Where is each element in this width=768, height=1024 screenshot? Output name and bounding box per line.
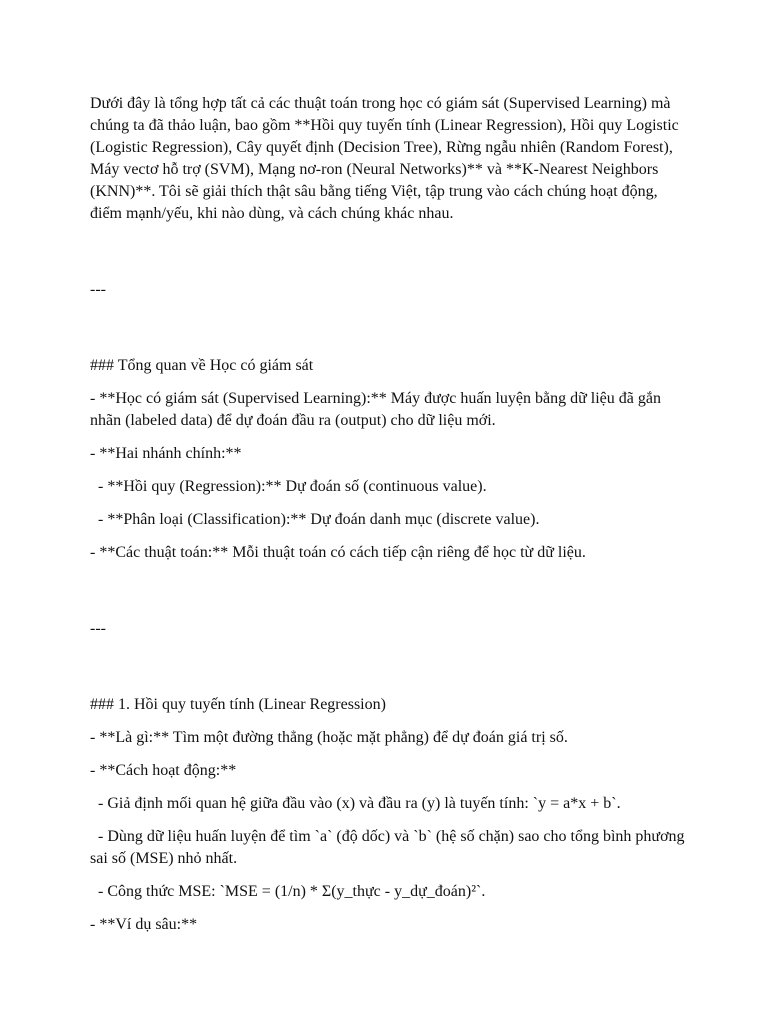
linear-regression-item: - **Là gì:** Tìm một đường thẳng (hoặc mặt phẳng) để dự đoán giá trị số. xyxy=(90,729,568,746)
separator-line: --- xyxy=(90,281,106,298)
section-heading-overview: ### Tổng quan về Học có giám sát xyxy=(90,357,314,374)
overview-item: - **Hồi quy (Regression):** Dự đoán số (continuous value). xyxy=(90,478,487,495)
intro-paragraph: Dưới đây là tổng hợp tất cả các thuật toán trong học có giám sát (Supervised Learning) mà chúng ta đã thảo luận, bao gồm **Hồi quy tuyến tính (Linear Regression), Hồi quy Logistic (Logistic Regression), Cây quyết định (Decision Tree), Rừng ngẫu nhiên (Random Forest), Máy vectơ hỗ trợ (SVM), Mạng nơ-ron (Neural Networks)** và **K-Nearest Neighbors (KNN)**. Tôi sẽ giải thích thật sâu bằng tiếng Việt, tập trung vào cách chúng hoạt động, điểm mạnh/yếu, khi nào dùng, và cách chúng khác nhau. xyxy=(90,95,683,222)
linear-regression-item: - Công thức MSE: `MSE = (1/n) * Σ(y_thực - y_dự_đoán)²`. xyxy=(90,883,486,900)
overview-item: - **Các thuật toán:** Mỗi thuật toán có cách tiếp cận riêng để học từ dữ liệu. xyxy=(90,544,586,561)
separator-line: --- xyxy=(90,620,106,637)
linear-regression-item: - **Cách hoạt động:** xyxy=(90,762,237,779)
section-heading-linear-regression: ### 1. Hồi quy tuyến tính (Linear Regression) xyxy=(90,696,386,713)
overview-item: - **Phân loại (Classification):** Dự đoán danh mục (discrete value). xyxy=(90,511,540,528)
linear-regression-item: - Giả định mối quan hệ giữa đầu vào (x) và đầu ra (y) là tuyến tính: `y = a*x + b`. xyxy=(90,795,621,812)
document-body xyxy=(90,93,690,947)
linear-regression-item: - **Ví dụ sâu:** xyxy=(90,916,198,933)
overview-item: - **Hai nhánh chính:** xyxy=(90,445,242,462)
linear-regression-item: - Dùng dữ liệu huấn luyện để tìm `a` (độ dốc) và `b` (hệ số chặn) sao cho tổng bình phương sai số (MSE) nhỏ nhất. xyxy=(90,828,689,867)
overview-item: - **Học có giám sát (Supervised Learning):** Máy được huấn luyện bằng dữ liệu đã gắn nhãn (labeled data) để dự đoán đầu ra (output) cho dữ liệu mới. xyxy=(90,390,665,429)
